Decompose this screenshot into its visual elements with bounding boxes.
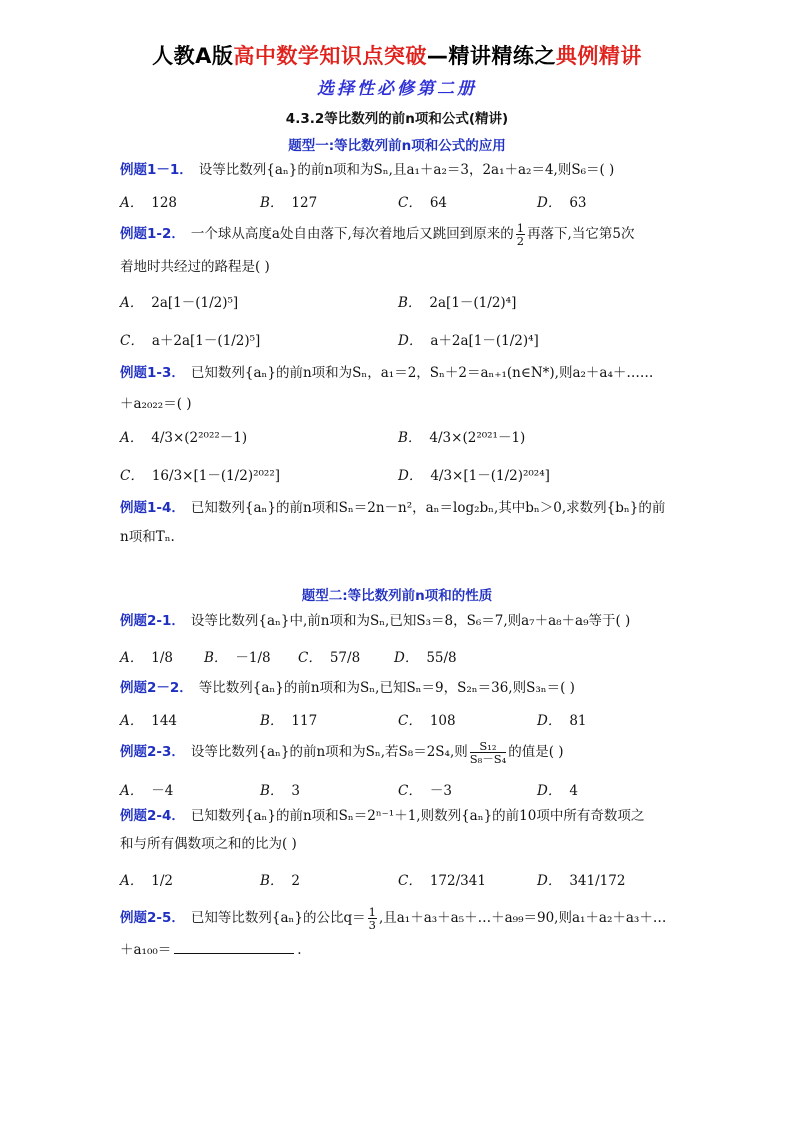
example-2-3-options xyxy=(120,779,680,805)
example-label: 例题2-5． xyxy=(120,910,185,926)
example-1-3-options-row-2 xyxy=(120,464,680,490)
header-part-2: 高中数学知识点突破 xyxy=(233,44,427,68)
fraction: $\frac{1}{2}$ xyxy=(516,221,525,248)
document-subheader: 选择性必修第二册 xyxy=(317,79,477,99)
example-label: 例题2-1． xyxy=(120,613,185,629)
option-a: A． 128 xyxy=(120,195,178,211)
option-b: B． 117 xyxy=(260,713,318,729)
option-c: C． 64 xyxy=(398,195,448,211)
option-d: D． 63 xyxy=(537,195,587,211)
example-1-1 xyxy=(120,160,680,180)
option-a: A． －4 xyxy=(120,783,174,799)
option-a: A． 2a[1－(1/2)⁵] xyxy=(120,295,239,311)
example-2-4-line-2: 和与所有偶数项之和的比为( ) xyxy=(120,836,297,852)
example-2-1: 例题2-1． 设等比数列{aₙ}中,前n项和为Sₙ,已知S₃＝8，S₆＝7,则a₇＋a₈＋a₉等于( ) xyxy=(120,613,631,629)
example-2-4-options xyxy=(120,869,680,895)
option-b: B． 3 xyxy=(260,783,301,799)
option-b: B． －1/8 xyxy=(204,650,271,666)
example-1-2-line-2: 着地时共经过的路程是( ) xyxy=(120,259,270,275)
option-a: A． 4/3×(2²⁰²²－1) xyxy=(120,430,248,446)
option-d: D． a＋2a[1－(1/2)⁴] xyxy=(398,333,539,349)
example-2-5: 例题2-5． 已知等比数列{aₙ}的公比q＝ $\frac{1}{3}$ ,且a₁＋a₃＋a₅＋…＋a₉₉＝90,则a₁＋a₂＋a₃＋… xyxy=(120,905,667,932)
example-1-4: 例题1-4． 已知数列{aₙ}的前n项和Sₙ＝2n－n²，aₙ＝log₂bₙ,其中bₙ＞0,求数列{bₙ}的前 xyxy=(120,500,666,516)
header-part-3: —精讲精练之 xyxy=(426,44,556,68)
answer-blank[interactable] xyxy=(174,953,294,954)
example-2-4: 例题2-4． 已知数列{aₙ}的前n项和Sₙ＝2ⁿ⁻¹＋1,则数列{aₙ}的前10项中所有奇数项之 xyxy=(120,808,645,824)
option-c: C． 16/3×[1－(1/2)²⁰²²] xyxy=(120,468,281,484)
option-c: C． 108 xyxy=(398,713,456,729)
example-label: 例题2-4． xyxy=(120,808,185,824)
example-1-2-options-row-2 xyxy=(120,329,680,355)
option-b: B． 127 xyxy=(260,195,318,211)
option-b: B． 2a[1－(1/2)⁴] xyxy=(398,295,517,311)
option-c: C． 172/341 xyxy=(398,873,486,889)
lesson-title: 4.3.2等比数列的前n项和公式(精讲) xyxy=(285,111,509,127)
example-label: 例题1-2． xyxy=(120,226,185,242)
option-c: C． －3 xyxy=(398,783,452,799)
example-1-4-line-2: n项和Tₙ. xyxy=(120,529,175,545)
example-1-1-options xyxy=(120,191,680,217)
example-2-2-options xyxy=(120,709,680,735)
example-1-3: 例题1-3． 已知数列{aₙ}的前n项和为Sₙ，a₁＝2，Sₙ＋2＝aₙ₊₁(n∈N*),则a₂＋a₄＋…… xyxy=(120,365,654,381)
example-2-5-line-2: ＋a₁₀₀＝ . xyxy=(120,942,302,958)
example-2-3: 例题2-3． 设等比数列{aₙ}的前n项和为Sₙ,若S₈＝2S₄,则 $\frac{\text{S₁₂}}{\text{S₈－S₄}}$ 的值是( ) xyxy=(120,739,564,766)
header-part-4: 典例精讲 xyxy=(555,44,642,68)
option-d: D． 55/8 xyxy=(394,650,457,666)
example-label: 例题1-4． xyxy=(120,500,185,516)
fraction: $\frac{\text{S₁₂}}{\text{S₈－S₄}}$ xyxy=(469,739,507,766)
example-2-2: 例题2－2． 等比数列{aₙ}的前n项和为Sₙ,已知Sₙ＝9，S₂ₙ＝36,则S₃ₙ＝( ) xyxy=(120,680,575,696)
example-label: 例题1－1． xyxy=(120,162,193,178)
example-1-3-options-row-1 xyxy=(120,426,680,452)
section-2-title: 题型二:等比数列前n项和的性质 xyxy=(301,588,493,604)
example-1-2: 例题1-2． 一个球从高度a处自由落下,每次着地后又跳回到原来的 $\frac{1}{2}$ 再落下,当它第5次 xyxy=(120,221,635,248)
example-label: 例题2－2． xyxy=(120,680,193,696)
document-header xyxy=(0,40,794,70)
example-label: 例题2-3． xyxy=(120,744,185,760)
option-d: D． 341/172 xyxy=(537,873,626,889)
option-d: D． 4/3×[1－(1/2)²⁰²⁴] xyxy=(398,468,550,484)
option-b: B． 4/3×(2²⁰²¹－1) xyxy=(398,430,526,446)
option-d: D． 4 xyxy=(537,783,578,799)
example-text: 设等比数列{aₙ}的前n项和为Sₙ,且a₁＋a₂＝3，2a₁＋a₂＝4,则S₆＝( ) xyxy=(198,162,615,178)
example-label: 例题1-3． xyxy=(120,365,185,381)
example-1-3-line-2: ＋a₂₀₂₂＝( ) xyxy=(120,396,192,412)
header-part-1: 人教A版 xyxy=(152,44,234,68)
option-d: D． 81 xyxy=(537,713,587,729)
example-2-1-options xyxy=(120,646,680,672)
option-a: A． 1/8 xyxy=(120,650,173,666)
option-b: B． 2 xyxy=(260,873,301,889)
fraction: $\frac{1}{3}$ xyxy=(368,905,376,932)
option-a: A． 144 xyxy=(120,713,178,729)
option-c: C． a＋2a[1－(1/2)⁵] xyxy=(120,333,261,349)
example-1-2-options-row-1 xyxy=(120,291,680,317)
option-c: C． 57/8 xyxy=(298,650,361,666)
option-a: A． 1/2 xyxy=(120,873,173,889)
section-1-title: 题型一:等比数列前n项和公式的应用 xyxy=(288,138,506,154)
